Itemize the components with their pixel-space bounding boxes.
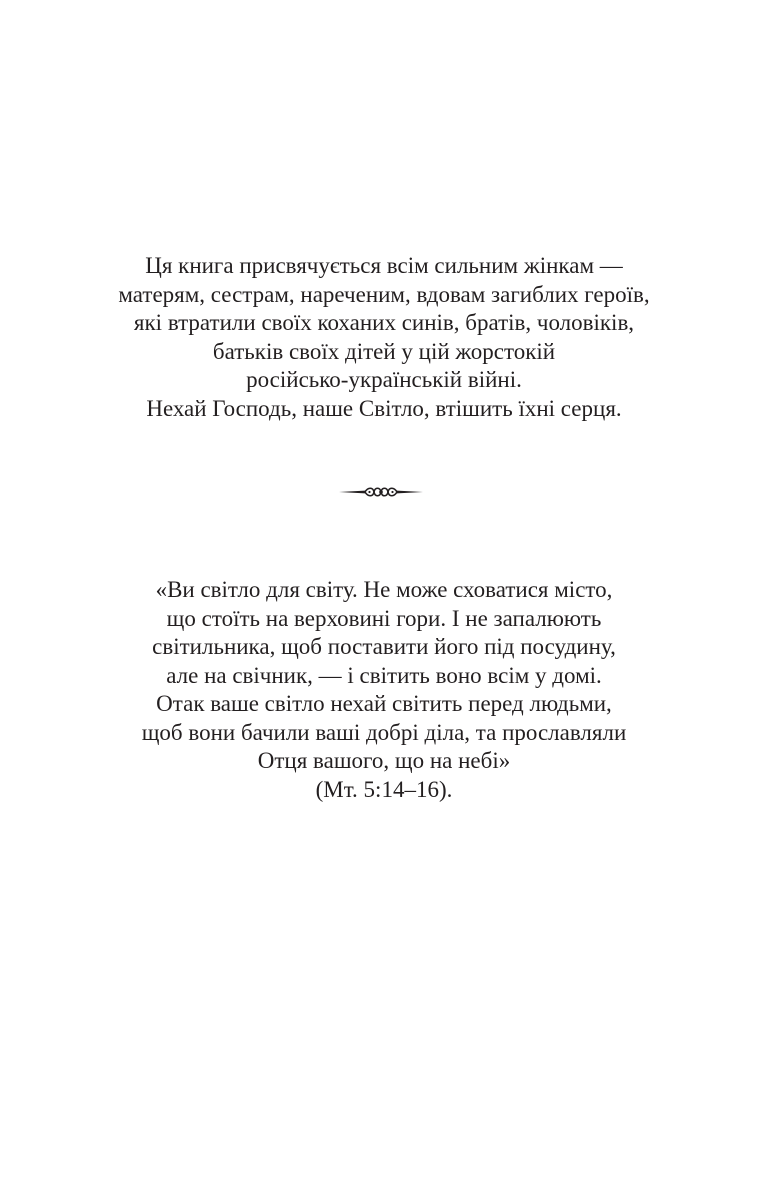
- decorative-divider-icon: [339, 484, 423, 500]
- dedication-line: Ця книга присвячується всім сильним жінкам —: [145, 253, 623, 278]
- quote-line: Отця вашого, що на небі»: [257, 748, 511, 773]
- quote-line: Отак ваше світло нехай світить перед людьми,: [156, 691, 612, 716]
- dedication-line: матерям, сестрам, нареченим, вдовам загиблих героїв,: [118, 281, 650, 307]
- dedication-line: російсько-українській війні.: [246, 367, 522, 392]
- quote-line: «Ви світло для світу. Не може сховатися місто,: [155, 577, 613, 602]
- dedication-line: батьків своїх дітей у цій жорстокій: [212, 338, 556, 364]
- quote-line: світильника, щоб поставити його під посудину,: [152, 634, 616, 659]
- dedication-line: які втратили своїх коханих синів, братів, чоловіків,: [133, 310, 635, 335]
- quote-line: але на свічник, — і світить воно всім у домі.: [166, 662, 602, 688]
- quote-citation: (Мт. 5:14–16).: [315, 776, 453, 802]
- dedication-text: [0, 252, 768, 423]
- scripture-quote: [0, 576, 768, 804]
- dedication-line: Нехай Господь, наше Світло, втішить їхні серця.: [146, 395, 622, 421]
- quote-line: що стоїть на верховині гори. І не запалюють: [166, 605, 602, 631]
- quote-line: щоб вони бачили ваші добрі діла, та прославляли: [141, 719, 627, 745]
